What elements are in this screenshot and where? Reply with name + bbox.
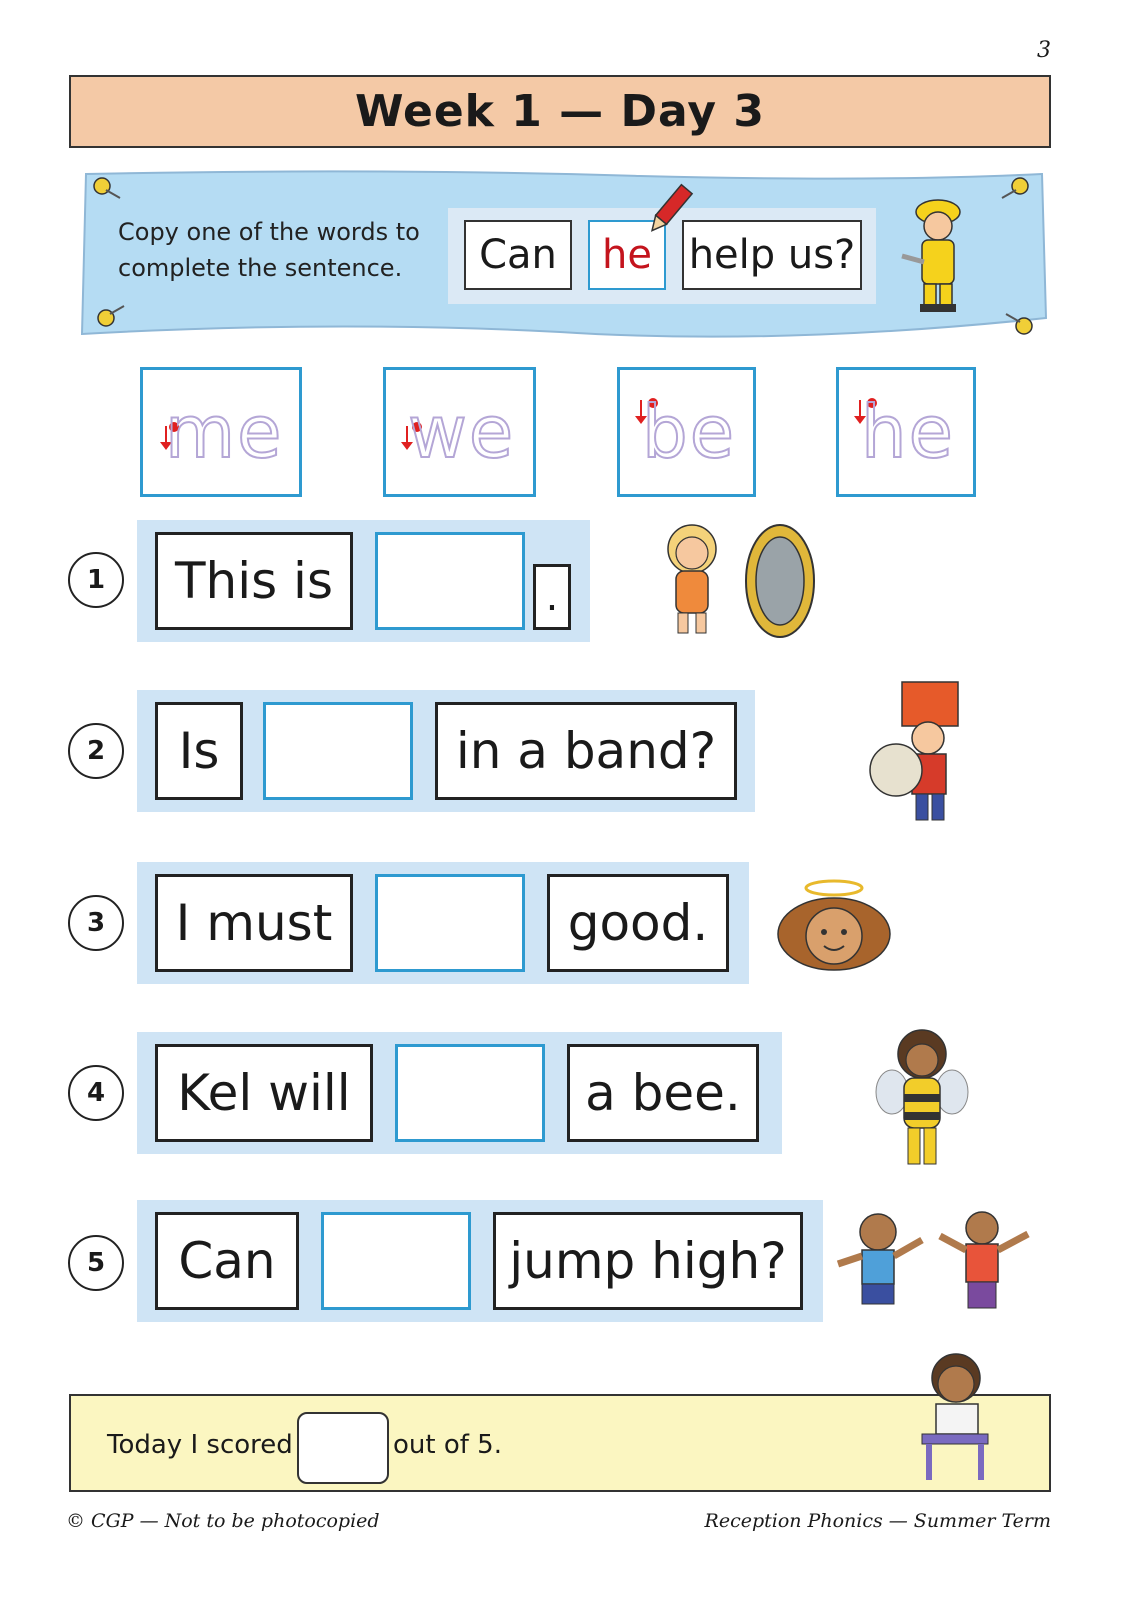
score-input-box[interactable] bbox=[297, 1412, 389, 1484]
instruction-banner bbox=[80, 168, 1048, 340]
footer-copyright: © CGP — Not to be photocopied bbox=[66, 1510, 380, 1532]
answer-box[interactable] bbox=[263, 702, 413, 800]
score-out-of: out of 5. bbox=[393, 1430, 502, 1460]
trace-word: we bbox=[408, 390, 516, 474]
sentence-row bbox=[137, 520, 590, 642]
trace-word: me bbox=[165, 390, 284, 474]
sentence-word: I must bbox=[155, 874, 353, 972]
drummer-icon bbox=[866, 678, 976, 828]
answer-box[interactable] bbox=[395, 1044, 545, 1142]
word-bank-item[interactable] bbox=[140, 367, 302, 497]
example-sentence bbox=[448, 208, 876, 304]
footer-title: Reception Phonics — Summer Term bbox=[704, 1510, 1051, 1532]
sentence-word: This is bbox=[155, 532, 353, 630]
word-bank-item[interactable] bbox=[617, 367, 756, 497]
sentence-word: jump high? bbox=[493, 1212, 803, 1310]
question-number: 1 bbox=[68, 552, 124, 608]
girl-mirror-icon bbox=[656, 515, 826, 645]
page-number: 3 bbox=[1037, 38, 1051, 63]
bee-costume-girl-icon bbox=[872, 1014, 972, 1174]
answer-box[interactable] bbox=[375, 874, 525, 972]
example-answer: he bbox=[588, 220, 666, 290]
score-label: Today I scored bbox=[107, 1430, 293, 1460]
trace-word: he bbox=[861, 390, 955, 474]
answer-box[interactable] bbox=[375, 532, 525, 630]
sentence-word: a bee. bbox=[567, 1044, 759, 1142]
question-number: 5 bbox=[68, 1235, 124, 1291]
question-number: 3 bbox=[68, 895, 124, 951]
answer-box[interactable] bbox=[321, 1212, 471, 1310]
instruction-text bbox=[118, 214, 448, 286]
instruction-line: Copy one of the words to bbox=[118, 218, 420, 246]
angel-face-icon bbox=[772, 876, 896, 976]
sentence-word: good. bbox=[547, 874, 729, 972]
sentence-word: in a band? bbox=[435, 702, 737, 800]
question-number: 2 bbox=[68, 723, 124, 779]
page-title-bar bbox=[69, 75, 1051, 148]
sentence-row bbox=[137, 690, 755, 812]
girl-writing-icon bbox=[914, 1344, 1004, 1484]
sentence-row bbox=[137, 1032, 782, 1154]
word-bank-item[interactable] bbox=[836, 367, 976, 497]
sentence-row bbox=[137, 1200, 823, 1322]
trace-word: be bbox=[642, 390, 736, 474]
instruction-line: complete the sentence. bbox=[118, 254, 403, 282]
sentence-word: Can bbox=[155, 1212, 299, 1310]
question-number: 4 bbox=[68, 1065, 124, 1121]
pencil-icon bbox=[638, 180, 698, 240]
sentence-word: Is bbox=[155, 702, 243, 800]
sentence-word: . bbox=[533, 564, 571, 630]
word-bank-item[interactable] bbox=[383, 367, 536, 497]
sentence-word: Kel will bbox=[155, 1044, 373, 1142]
example-word: help us? bbox=[682, 220, 862, 290]
example-word: Can bbox=[464, 220, 572, 290]
sentence-row bbox=[137, 862, 749, 984]
page-title: Week 1 — Day 3 bbox=[355, 86, 765, 137]
score-section bbox=[69, 1394, 1051, 1492]
jumping-children-icon bbox=[832, 1204, 1042, 1320]
